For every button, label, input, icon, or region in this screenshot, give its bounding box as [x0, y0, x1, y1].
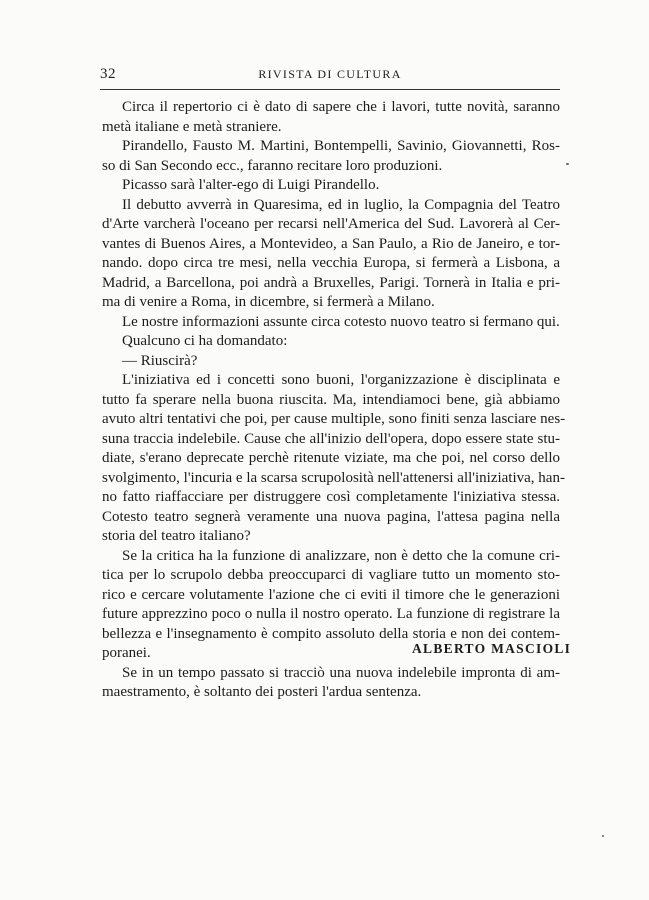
text-line: suna traccia indelebile. Cause che all'inizio dell'opera, dopo essere state stu- [102, 430, 560, 447]
text-line: maestramento, è soltanto dei posteri l'ardua sentenza. [102, 684, 422, 700]
paper-speck [602, 835, 604, 837]
paragraph [102, 352, 560, 372]
text-line: Picasso sarà l'alter-ego di Luigi Pirandello. [122, 177, 380, 193]
paragraph [102, 371, 566, 547]
paragraph [102, 137, 560, 176]
text-line: diate, s'erano deprecate perchè ritenute viziate, ma che poi, nel corso dello [102, 450, 560, 466]
paragraph [102, 313, 560, 333]
text-line: no fatto riaffacciare per distruggere così completamente l'iniziativa stessa. [102, 489, 560, 505]
text-line: storia del teatro italiano? [102, 528, 251, 544]
text-line: Qualcuno ci ha domandato: [122, 333, 288, 349]
text-line: future apprezzino poco o nulla il nostro operato. La funzione di registrare la [102, 606, 560, 622]
text-line: Le nostre informazioni assunte circa cotesto nuovo teatro si fermano qui. [122, 313, 560, 330]
text-line: Cotesto teatro segnerà veramente una nuova pagina, l'attesa pagina nella [102, 508, 560, 525]
text-line: d'Arte varcherà l'oceano per recarsi nell'America del Sud. Lavorerà al Cer- [102, 216, 560, 232]
text-line: metà italiane e metà straniere. [102, 118, 282, 135]
text-line: Madrid, a Barcellona, poi andrà a Bruxelles, Parigi. Tornerà in Italia e pri- [102, 274, 560, 291]
paragraph [102, 98, 560, 137]
paragraph [102, 196, 560, 313]
text-line: tutto fa sperare nella buona riuscita. Ma, intendiamoci bene, già abbiamo [102, 391, 560, 408]
paragraph [102, 176, 560, 196]
page-header [100, 66, 560, 84]
text-line: Se la critica ha la funzione di analizzare, non è detto che la comune cri- [122, 547, 560, 564]
text-line: Circa il repertorio ci è dato di sapere che i lavori, tutte novità, saranno [122, 99, 560, 115]
text-line: avuto altri tentativi che poi, per cause multiple, sono finiti senza lasciare nes- [102, 411, 566, 427]
text-line: L'iniziativa ed i concetti sono buoni, l'organizzazione è disciplinata e [122, 372, 560, 388]
paragraph [102, 664, 560, 703]
text-line: ma di venire a Roma, in dicembre, si fermerà a Milano. [102, 294, 435, 310]
paper-speck [566, 163, 569, 165]
text-line: nando. dopo circa tre mesi, nella vecchia Europa, si fermerà a Lisbona, a [102, 255, 560, 271]
text-line: so di San Secondo ecc., faranno recitare loro produzioni. [102, 157, 443, 174]
author-signature: ALBERTO MASCIOLI [412, 641, 572, 656]
text-line: — Riuscirà? [122, 352, 198, 369]
text-line: bellezza e l'insegnamento è compito assoluto della storia e non dei contem- [102, 625, 560, 642]
page-number: 32 [100, 66, 116, 82]
running-title: RIVISTA DI CULTURA [258, 67, 402, 81]
article-body [102, 98, 566, 703]
text-line: tica per lo scrupolo debba preoccuparci di vagliare tutto un momento sto- [102, 567, 560, 583]
paragraph [102, 332, 560, 352]
text-line: rico e cercare volutamente l'azione che ci eviti il timore che le generazioni [102, 586, 560, 603]
text-line: vantes di Buenos Aires, a Montevideo, a San Paulo, a Rio de Janeiro, e tor- [102, 235, 560, 252]
header-rule [100, 89, 560, 90]
text-line: poranei. [102, 645, 151, 661]
text-line: Pirandello, Fausto M. Martini, Bontempelli, Savinio, Giovannetti, Ros- [122, 138, 560, 154]
text-line: svolgimento, l'incuria e la scarsa scrupolosità nell'attenersi all'iniziativa, han- [102, 469, 565, 486]
text-line: Il debutto avverrà in Quaresima, ed in luglio, la Compagnia del Teatro [122, 196, 560, 213]
text-line: Se in un tempo passato si tracciò una nuova indelebile impronta di am- [122, 664, 560, 681]
